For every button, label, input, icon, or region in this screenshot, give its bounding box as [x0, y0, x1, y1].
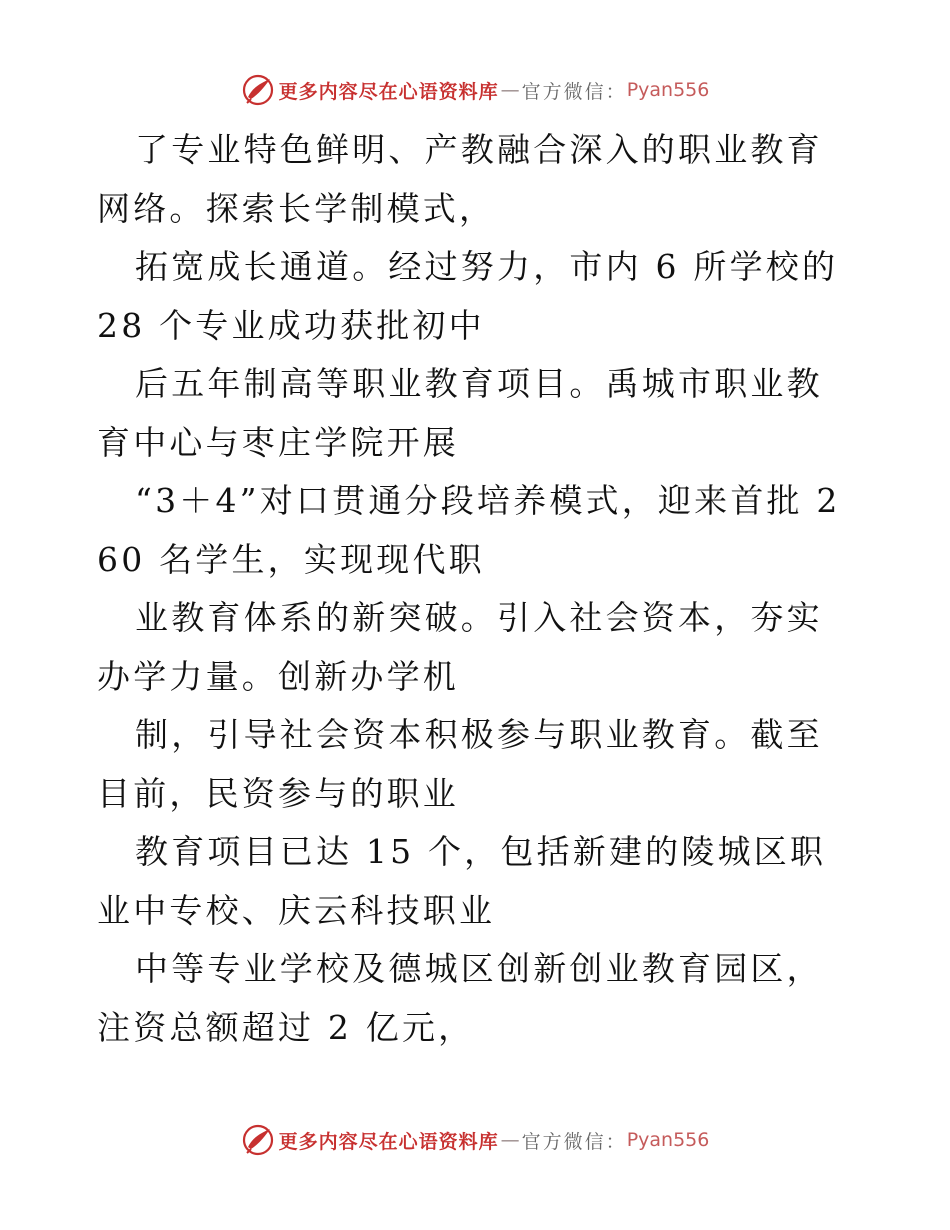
pen-logo-icon: [241, 1123, 275, 1157]
watermark-site-name: 更多内容尽在心语资料库: [278, 80, 499, 103]
watermark-wechat-label: 官方微信：: [521, 1130, 627, 1153]
paragraph-4: “3＋4”对口贯通分段培养模式，迎来首批 260 名学生，实现现代职: [97, 481, 841, 579]
paragraph-3: 后五年制高等职业教育项目。禹城市职业教育中心与枣庄学院开展: [97, 364, 823, 462]
paragraph-8: 中等专业学校及德城区创新创业教育园区，注资总额超过 2 亿元，: [97, 949, 823, 1047]
watermark-site-name: 更多内容尽在心语资料库: [278, 1130, 499, 1153]
paragraph-7: 教育项目已达 15 个，包括新建的陵城区职业中专校、庆云科技职业: [97, 832, 827, 930]
watermark-wechat-id: Pyan556: [626, 79, 710, 101]
document-body: [97, 121, 857, 1057]
header-watermark: [0, 70, 950, 110]
paragraph-1: 了专业特色鲜明、产教融合深入的职业教育网络。探索长学制模式，: [97, 130, 823, 228]
pen-logo-icon: [241, 73, 275, 107]
paragraph-5: 业教育体系的新突破。引入社会资本，夯实办学力量。创新办学机: [97, 598, 823, 696]
paragraph-2: 拓宽成长通道。经过努力，市内 6 所学校的 28 个专业成功获批初中: [97, 247, 839, 345]
watermark-dash: —: [500, 79, 520, 101]
watermark-wechat-id: Pyan556: [626, 1129, 710, 1151]
paragraph-6: 制，引导社会资本积极参与职业教育。截至目前，民资参与的职业: [97, 715, 823, 813]
watermark-dash: —: [500, 1129, 520, 1151]
footer-watermark: [0, 1120, 950, 1160]
watermark-wechat-label: 官方微信：: [521, 80, 627, 103]
